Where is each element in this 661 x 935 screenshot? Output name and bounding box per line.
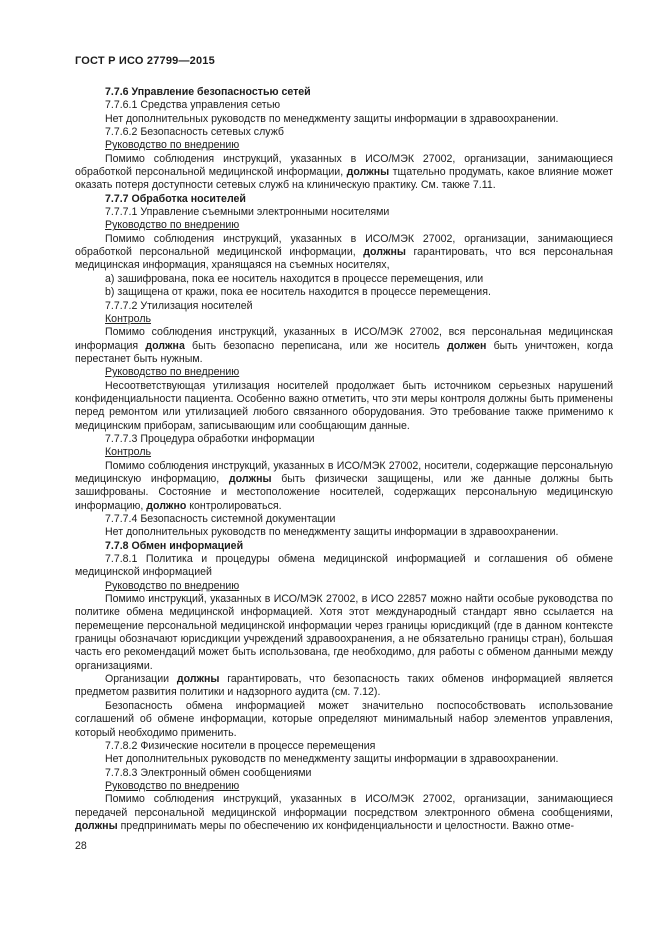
paragraph: Безопасность обмена информацией может значительно поспособствовать использование соглашений об обмене информации, которые определяют минимальный набор элементов управления, который необходимо применить.	[75, 699, 613, 739]
guidance-label: Руководство по внедрению	[105, 139, 240, 152]
page-number: 28	[75, 840, 87, 852]
list-item: b) защищена от кражи, пока ее носитель находится в процессе перемещения.	[105, 286, 491, 299]
paragraph: Помимо соблюдения инструкций, указанных в ИСО/МЭК 27002, вся персональная медицинская информация должна быть безопасно переписана, или же носитель должен быть уничтожен, когда перестанет быть нужным.	[75, 326, 614, 365]
document-header: ГОСТ Р ИСО 27799—2015	[75, 55, 215, 67]
guidance-label: Руководство по внедрению	[105, 579, 240, 592]
clause-line: 7.7.6.1 Средства управления сетью	[105, 99, 281, 112]
guidance-label: Руководство по внедрению	[105, 219, 240, 232]
section-heading: 7.7.6 Управление безопасностью сетей	[105, 86, 311, 98]
guidance-label: Руководство по внедрению	[105, 366, 240, 379]
clause-line: 7.7.7.3 Процедура обработки информации	[105, 432, 315, 445]
paragraph: Несоответствующая утилизация носителей продолжает быть источником серьезных нарушений конфиденциальности пациента. Особенно важно отметить, что эти меры контроля должны быть применены перед ремонтом или утилизацией любого связанного оборудования. Это требование также применимо к медицинским приборам, записывающим или сообщающим данные.	[75, 379, 613, 432]
paragraph: Помимо инструкций, указанных в ИСО/МЭК 27002, в ИСО 22857 можно найти особые руководства по политике обмена медицинской информацией. Хотя этот международный стандарт явно ссылается на перемещение персональной медицинской информации через границы юрисдикций (где в данном контексте границы обозначают юрисдикции учреждений здравоохранения, а не обязательно границы стран), большая часть его рекомендаций может быть использована, где необходимо, для работы с обменом данными между организациями.	[75, 593, 613, 672]
section-heading: 7.7.7 Обработка носителей	[105, 192, 246, 205]
clause-line: 7.7.6.2 Безопасность сетевых служб	[105, 126, 284, 139]
document-body	[75, 86, 613, 833]
paragraph: Помимо соблюдения инструкций, указанных в ИСО/МЭК 27002, организации, занимающиеся обработкой персональной медицинской информации, должны гарантировать, что вся персональная медицинская информация, хранящаяся на съемных носителях,	[75, 232, 613, 272]
paragraph: Помимо соблюдения инструкций, указанных в ИСО/МЭК 27002, носители, содержащие персональную медицинскую информацию, должны быть физически защищены, или же данные должны быть зашифрованы. Состояние и местоположение носителей, содержащих персональную медицинскую информацию, должно контролироваться.	[75, 459, 614, 512]
clause-line: 7.7.8.3 Электронный обмен сообщениями	[105, 766, 312, 779]
clause-line: 7.7.7.1 Управление съемными электронными носителями	[105, 206, 390, 219]
list-item: a) зашифрована, пока ее носитель находится в процессе перемещения, или	[105, 272, 484, 285]
paragraph: 7.7.8.1 Политика и процедуры обмена медицинской информацией и соглашения об обмене медицинской информацией	[75, 553, 613, 579]
guidance-label: Руководство по внедрению	[105, 779, 240, 792]
paragraph: Помимо соблюдения инструкций, указанных в ИСО/МЭК 27002, организации, занимающиеся обработкой персональной медицинской информации, должны тщательно продумать, какое влияние может оказать потеря доступности сетевых служб на клиническую практику. См. также 7.11.	[75, 152, 613, 192]
clause-line: 7.7.8.2 Физические носители в процессе перемещения	[105, 739, 376, 752]
section-heading: 7.7.8 Обмен информацией	[105, 539, 244, 552]
paragraph: Нет дополнительных руководств по менеджменту защиты информации в здравоохранении.	[105, 526, 559, 539]
paragraph: Нет дополнительных руководств по менеджменту защиты информации в здравоохранении.	[105, 112, 559, 125]
paragraph: Нет дополнительных руководств по менеджменту защиты информации в здравоохранении.	[105, 753, 559, 766]
clause-line: 7.7.7.2 Утилизация носителей	[105, 299, 253, 312]
paragraph: Организации должны гарантировать, что безопасность таких обменов информацией является предметом развития политики и надзорного аудита (см. 7.12).	[75, 673, 613, 699]
paragraph: Помимо соблюдения инструкций, указанных в ИСО/МЭК 27002, организации, занимающиеся передачей персональной медицинской информации посредством электронного обмена сообщениями, должны предпринимать меры по обеспечению их конфиденциальности и целостности. Важно отме-	[75, 793, 613, 832]
guidance-label: Контроль	[105, 446, 152, 459]
clause-line: 7.7.7.4 Безопасность системной документации	[105, 513, 336, 525]
guidance-label: Контроль	[105, 312, 152, 325]
